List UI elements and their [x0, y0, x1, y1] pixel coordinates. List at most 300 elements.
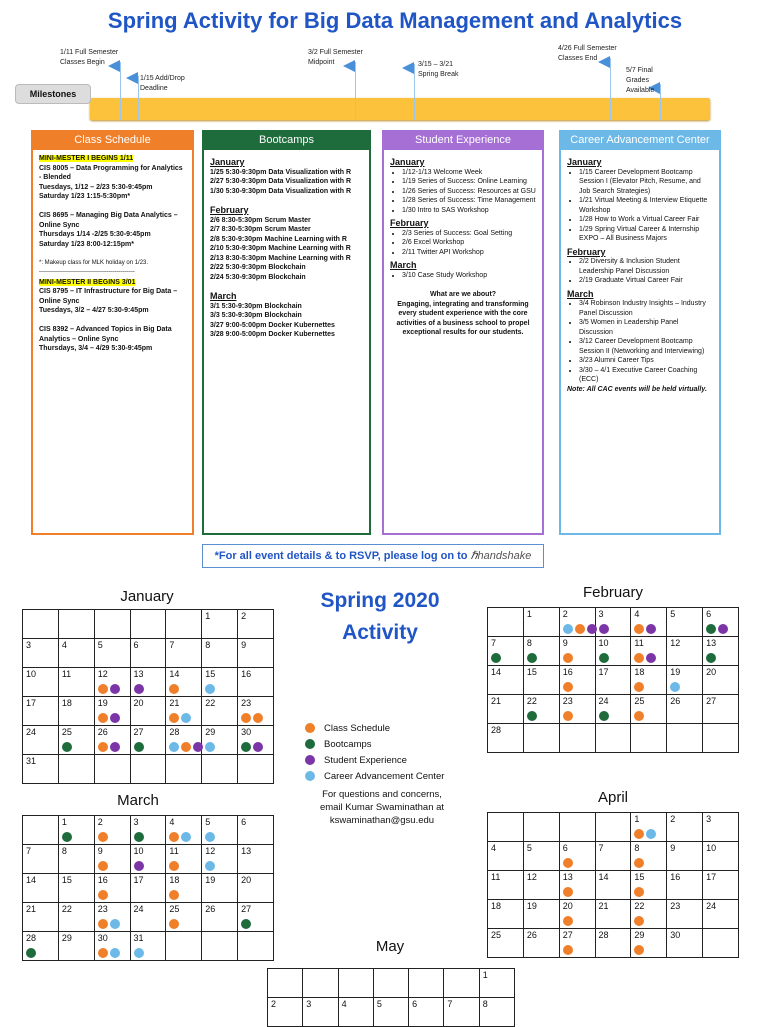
event-item: 2/8 5:30-9:30pm Machine Learning with R [210, 235, 347, 243]
event-item: 2/6 8:30-5:30pm Scrum Master [210, 216, 311, 224]
calendar-day [338, 969, 373, 998]
event-list [390, 168, 536, 216]
day-number: 30 [241, 727, 252, 737]
day-number: 15 [526, 667, 537, 677]
separator: ------------------------------------------------ [39, 269, 135, 275]
calendar-day [238, 903, 274, 932]
event-dots [634, 887, 644, 897]
course-time: Saturday 1/23 1:15-5:30pm* [39, 193, 131, 200]
calendar-day [58, 874, 94, 903]
day-number: 2 [562, 609, 568, 619]
event-dot [646, 829, 656, 839]
day-number: 16 [97, 875, 108, 885]
milestone-pole [120, 62, 121, 120]
event-item: 2/27 5:30-9:30pm Data Visualization with R [210, 178, 352, 185]
calendar-day [667, 666, 703, 695]
event-dot [563, 682, 573, 692]
day-number: 22 [205, 698, 216, 708]
day-number: 11 [491, 872, 501, 882]
event-dot [634, 945, 644, 955]
calendar-february [487, 607, 739, 753]
day-number: 1 [526, 609, 532, 619]
month-heading: February [390, 218, 429, 228]
event-dots [599, 711, 609, 721]
event-dots [98, 742, 120, 752]
calendar-day [523, 929, 559, 958]
day-number: 13 [706, 638, 717, 648]
event-dot [110, 713, 120, 723]
event-dot [169, 861, 179, 871]
event-dots [134, 948, 144, 958]
event-dot [575, 624, 585, 634]
calendar-may [267, 968, 515, 1027]
event-item: • 1/28 Series of Success: Time Management [402, 196, 536, 206]
calendar-day [631, 813, 667, 842]
day-number: 8 [205, 640, 211, 650]
event-dot [110, 919, 120, 929]
day-number: 11 [61, 669, 72, 679]
event-dots [241, 742, 263, 752]
calendar-day [444, 998, 479, 1027]
calendar-day [23, 610, 59, 639]
event-dots [563, 945, 573, 955]
day-number: 9 [97, 846, 103, 856]
event-item: 2/22 5:30-9:30pm Blockchain [210, 264, 306, 271]
event-dot [98, 684, 108, 694]
event-dot [169, 890, 179, 900]
course-time: Tuesdays, 3/2 – 4/27 5:30-9:45pm [39, 307, 149, 314]
calendar-day [559, 637, 595, 666]
event-dots [205, 832, 215, 842]
event-dots [241, 713, 263, 723]
day-number: 5 [670, 609, 676, 619]
day-number: 10 [26, 669, 37, 679]
event-dot [563, 858, 573, 868]
event-dots [634, 682, 644, 692]
day-number: 16 [562, 667, 573, 677]
day-number: 25 [634, 696, 645, 706]
calendar-january [22, 609, 274, 784]
day-number: 5 [97, 640, 103, 650]
calendar-day [631, 842, 667, 871]
calendar-week [23, 610, 274, 639]
event-dot [98, 948, 108, 958]
calendar-week [23, 816, 274, 845]
calendar-day [703, 724, 739, 753]
month-heading: March [390, 260, 417, 270]
event-dots [98, 713, 120, 723]
event-dot [491, 653, 501, 663]
calendar-day [202, 845, 238, 874]
calendar-day [58, 610, 94, 639]
event-dots [563, 916, 573, 926]
day-number: 21 [491, 696, 502, 706]
calendar-day [667, 637, 703, 666]
calendar-week [488, 813, 739, 842]
calendar-day [130, 845, 166, 874]
event-dots [527, 653, 537, 663]
handshake-icon: ℏ [470, 550, 478, 562]
calendar-day [523, 871, 559, 900]
calendar-day [631, 929, 667, 958]
calendar-day [94, 668, 130, 697]
day-number: 21 [598, 901, 609, 911]
day-number: 19 [526, 901, 537, 911]
calendar-day [667, 900, 703, 929]
event-item: • 3/30 – 4/1 Executive Career Coaching (ECC) [579, 366, 713, 385]
event-dots [98, 890, 108, 900]
event-dot [634, 858, 644, 868]
day-number: 30 [670, 930, 681, 940]
calendar-day [58, 697, 94, 726]
day-number: 22 [61, 904, 72, 914]
calendar-day [595, 813, 631, 842]
calendar-day [559, 871, 595, 900]
event-dot [98, 861, 108, 871]
calendar-day [202, 639, 238, 668]
day-number: 26 [526, 930, 537, 940]
event-dot [205, 684, 215, 694]
month-heading: February [210, 205, 249, 215]
event-item: 1/30 5:30-9:30pm Data Visualization with R [210, 187, 352, 195]
mini-mester-1-label: MINI-MESTER I BEGINS 1/11 [39, 155, 134, 162]
event-dot [527, 711, 537, 721]
event-dot [98, 832, 108, 842]
day-number: 10 [706, 843, 717, 853]
event-dots [563, 711, 573, 721]
calendar-day [479, 969, 514, 998]
calendar-april [487, 812, 739, 958]
legend-dot [305, 755, 315, 765]
event-dot [134, 948, 144, 958]
bootcamps-panel [202, 130, 371, 535]
event-dot [98, 890, 108, 900]
calendar-day [94, 639, 130, 668]
legend-item [305, 752, 444, 768]
event-dots [205, 742, 215, 752]
day-number: 1 [205, 611, 211, 621]
calendar-day [238, 610, 274, 639]
calendar-day [166, 816, 202, 845]
calendar-day [488, 813, 524, 842]
milestone-label: 1/15 Add/Drop Deadline [140, 75, 185, 92]
event-item: • 3/23 Alumni Career Tips [579, 356, 713, 366]
day-number: 16 [241, 669, 252, 679]
calendar-day [130, 639, 166, 668]
event-dot [169, 919, 179, 929]
day-number: 19 [205, 875, 216, 885]
calendar-title-january: January [120, 588, 174, 605]
calendar-day [202, 755, 238, 784]
day-number: 11 [169, 846, 179, 856]
day-number: 3 [706, 814, 712, 824]
day-number: 24 [133, 904, 144, 914]
event-dots [634, 916, 644, 926]
calendar-day [58, 726, 94, 755]
calendar-day [202, 697, 238, 726]
event-dots [62, 832, 72, 842]
calendar-day [166, 932, 202, 961]
event-item: • 2/3 Series of Success: Goal Setting [402, 229, 536, 239]
event-item: 3/1 5:30-9:30pm Blockchain [210, 302, 302, 310]
about-title: What are we about? [429, 291, 497, 298]
calendar-day [23, 874, 59, 903]
course-title: CIS 8795 – IT Infrastructure for Big Data – Online Sync [39, 288, 178, 305]
event-dots [563, 624, 597, 634]
legend-item [305, 736, 444, 752]
student-experience-header: Student Experience [382, 130, 544, 150]
day-number: 23 [670, 901, 681, 911]
legend [305, 720, 444, 784]
event-dot [241, 919, 251, 929]
legend-label: Class Schedule [324, 722, 391, 734]
event-dots [169, 742, 203, 752]
calendar-day [202, 903, 238, 932]
career-center-header: Career Advancement Center [559, 130, 721, 150]
event-dot [634, 624, 644, 634]
calendar-title-april: April [597, 789, 628, 806]
event-dots [62, 742, 72, 752]
event-dots [98, 684, 120, 694]
calendar-day [703, 637, 739, 666]
event-list [567, 168, 713, 244]
calendar-day [130, 816, 166, 845]
event-dots [98, 919, 120, 929]
calendar-day [631, 871, 667, 900]
event-dots [169, 713, 191, 723]
event-dot [563, 624, 573, 634]
day-number: 26 [670, 696, 681, 706]
flag-icon [126, 72, 138, 84]
event-item: • 3/4 Robinson Industry Insights – Industry Panel Discussion [579, 299, 713, 318]
day-number: 21 [26, 904, 37, 914]
day-number: 27 [706, 696, 717, 706]
day-number: 21 [169, 698, 180, 708]
calendar-day [202, 874, 238, 903]
calendar-day [595, 666, 631, 695]
calendar-week [488, 695, 739, 724]
calendar-day [58, 755, 94, 784]
milestone-label: 3/15 – 3/21 Spring Break [418, 61, 459, 78]
day-number: 16 [670, 872, 681, 882]
calendar-day [238, 816, 274, 845]
day-number: 27 [133, 727, 144, 737]
event-dots [205, 861, 215, 871]
calendar-title-february: February [582, 584, 644, 601]
event-dots [98, 832, 108, 842]
calendar-day [595, 695, 631, 724]
event-dot [169, 684, 179, 694]
event-dot [98, 919, 108, 929]
day-number: 3 [306, 999, 312, 1009]
day-number: 31 [26, 756, 37, 766]
rsvp-notice[interactable] [202, 544, 544, 568]
event-item: • 2/19 Graduate Virtual Career Fair [579, 276, 713, 286]
course-title: CIS 8392 – Advanced Topics in Big Data Analytics – Online Sync [39, 326, 172, 343]
contact-line: email Kumar Swaminathan at [319, 802, 445, 813]
event-dots [634, 945, 644, 955]
day-number: 14 [26, 875, 37, 885]
calendar-day [23, 932, 59, 961]
calendar-day [667, 929, 703, 958]
event-item: 3/3 5:30-9:30pm Blockchain [210, 312, 302, 319]
day-number: 7 [169, 640, 175, 650]
day-number: 9 [670, 843, 676, 853]
makeup-note: *: Makeup class for MLK holiday on 1/23. [39, 259, 149, 266]
day-number: 2 [670, 814, 676, 824]
course-time: Thursdays, 3/4 – 4/29 5:30-9:45pm [39, 345, 153, 352]
day-number: 27 [241, 904, 252, 914]
day-number: 22 [526, 696, 537, 706]
event-list [390, 229, 536, 258]
day-number: 25 [61, 727, 72, 737]
calendar-day [523, 637, 559, 666]
calendar-day [130, 755, 166, 784]
handshake-logo[interactable]: ℏhandshake [470, 550, 532, 562]
spring-activity-title: Spring 2020 Activity [320, 589, 440, 644]
calendar-week [23, 903, 274, 932]
calendar-day [303, 969, 338, 998]
day-number: 29 [205, 727, 216, 737]
calendar-day [667, 842, 703, 871]
milestone-pole [610, 58, 611, 120]
event-dots [563, 887, 573, 897]
calendar-day [488, 666, 524, 695]
event-item: • 2/6 Excel Workshop [402, 238, 536, 248]
calendar-day [595, 637, 631, 666]
calendar-day [303, 998, 338, 1027]
day-number: 10 [133, 846, 144, 856]
calendar-day [559, 724, 595, 753]
event-item: • 1/28 How to Work a Virtual Career Fair [579, 215, 713, 225]
event-dot [563, 653, 573, 663]
event-dot [527, 653, 537, 663]
calendar-day [202, 668, 238, 697]
event-dot [599, 624, 609, 634]
calendar-day [631, 666, 667, 695]
day-number: 12 [526, 872, 537, 882]
calendar-day [523, 608, 559, 637]
day-number: 5 [526, 843, 532, 853]
calendar-day [166, 639, 202, 668]
event-dot [181, 742, 191, 752]
event-item: 2/7 8:30-5:30pm Scrum Master [210, 226, 311, 233]
event-dot [205, 742, 215, 752]
page-title: Spring Activity for Big Data Management and Analytics [107, 8, 683, 33]
calendar-week [488, 929, 739, 958]
day-number: 26 [205, 904, 216, 914]
calendar-day [23, 639, 59, 668]
calendar-week [23, 845, 274, 874]
calendar-day [559, 608, 595, 637]
calendar-day [238, 726, 274, 755]
calendar-day [488, 842, 524, 871]
calendar-day [523, 695, 559, 724]
event-dot [634, 829, 644, 839]
calendar-week [23, 874, 274, 903]
month-heading: January [210, 157, 245, 167]
event-dot [181, 832, 191, 842]
day-number: 6 [706, 609, 712, 619]
day-number: 20 [562, 901, 573, 911]
day-number: 14 [598, 872, 609, 882]
month-heading: February [567, 246, 606, 257]
calendar-day [202, 610, 238, 639]
event-dot [634, 653, 644, 663]
event-dot [241, 742, 251, 752]
course-title: CIS 8005 – Data Programming for Analytics - Blended [39, 164, 183, 181]
calendar-day [559, 666, 595, 695]
calendar-day [703, 813, 739, 842]
day-number: 24 [706, 901, 717, 911]
calendar-day [595, 929, 631, 958]
calendar-day [488, 608, 524, 637]
event-dot [634, 682, 644, 692]
event-dot [110, 948, 120, 958]
day-number: 17 [598, 667, 609, 677]
event-dot [563, 711, 573, 721]
event-dots [26, 948, 36, 958]
event-dots [491, 653, 501, 663]
calendar-day [488, 871, 524, 900]
calendar-day [58, 639, 94, 668]
event-dots [169, 684, 179, 694]
calendar-week [488, 724, 739, 753]
event-dot [62, 742, 72, 752]
event-dot [181, 713, 191, 723]
calendar-day [373, 998, 408, 1027]
contact-line: For questions and concerns, [322, 789, 442, 800]
calendar-day [166, 755, 202, 784]
day-number: 18 [169, 875, 180, 885]
calendar-day [559, 842, 595, 871]
day-number: 3 [26, 640, 32, 650]
calendar-day [238, 668, 274, 697]
event-dots [634, 711, 644, 721]
event-dots [634, 829, 656, 839]
day-number: 11 [634, 638, 644, 648]
day-number: 28 [26, 933, 37, 943]
calendar-day [631, 695, 667, 724]
contact-email[interactable]: kswaminathan@gsu.edu [329, 815, 435, 826]
day-number: 28 [169, 727, 180, 737]
day-number: 31 [133, 933, 144, 943]
day-number: 23 [97, 904, 108, 914]
day-number: 17 [706, 872, 717, 882]
calendar-day [94, 697, 130, 726]
event-item: • 1/29 Spring Virtual Career & Internship EXPO – All Business Majors [579, 225, 713, 244]
event-dots [634, 653, 656, 663]
event-item: 3/27 9:00-5:00pm Docker Kubernettes [210, 321, 335, 329]
calendar-day [130, 668, 166, 697]
calendar-day [130, 874, 166, 903]
calendar-day [23, 755, 59, 784]
calendar-day [559, 900, 595, 929]
event-item: • 2/11 Twitter API Workshop [402, 248, 536, 258]
class-schedule-panel [31, 130, 194, 535]
calendar-day [166, 610, 202, 639]
day-number: 10 [598, 638, 609, 648]
calendar-day [268, 969, 303, 998]
calendar-day [238, 845, 274, 874]
event-list [567, 257, 713, 286]
day-number: 4 [169, 817, 175, 827]
calendar-day [559, 695, 595, 724]
calendar-day [238, 697, 274, 726]
calendar-day [631, 900, 667, 929]
event-dots [527, 711, 537, 721]
day-number: 4 [491, 843, 497, 853]
